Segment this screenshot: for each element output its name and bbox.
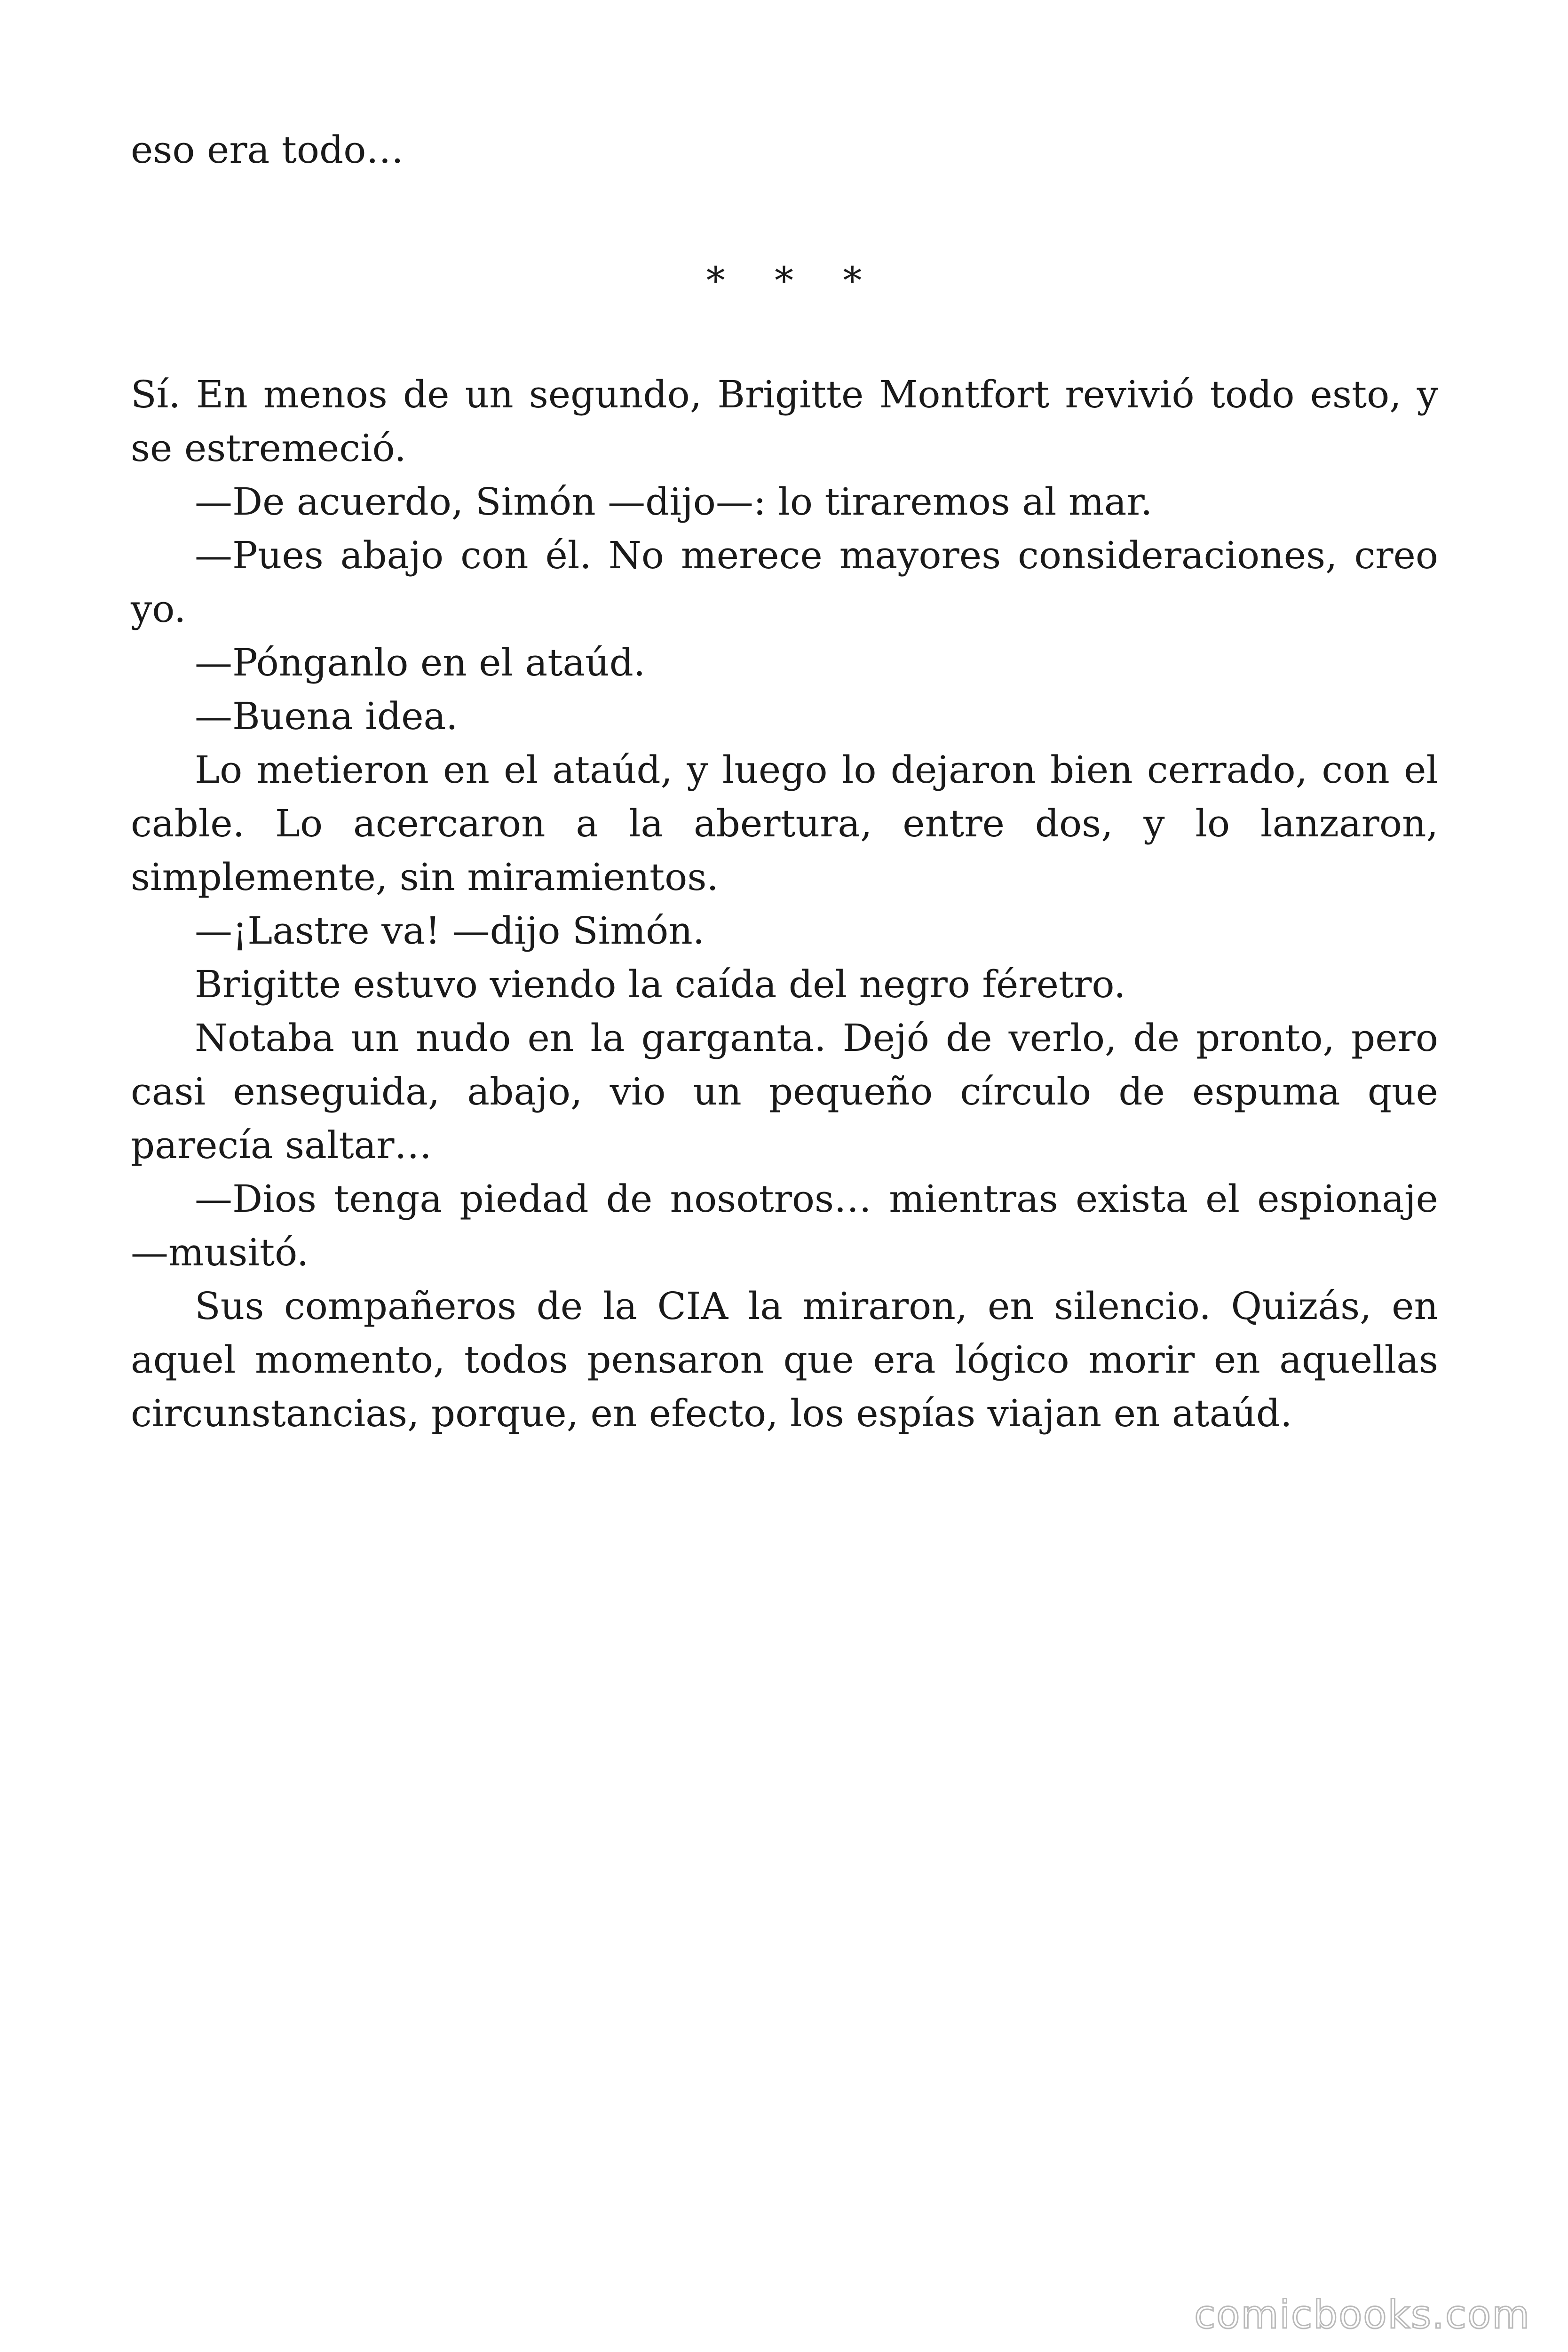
watermark: comicbooks.com [1194, 2293, 1530, 2337]
body-text [131, 368, 1438, 1440]
paragraph: Brigitte estuvo viendo la caída del negro féretro. [195, 962, 1126, 1006]
paragraph: Lo metieron en el ataúd, y luego lo dejaron bien cerrado, con el cable. Lo acercaron a la abertura, entre dos, y lo lanzaron, simplemente, sin miramientos. [131, 748, 1438, 899]
paragraph: —¡Lastre va! —dijo Simón. [195, 909, 705, 953]
scene-break: * * * [706, 259, 881, 302]
paragraph: Sí. En menos de un segundo, Brigitte Montfort revivió todo esto, y se estremeció. [131, 373, 1438, 470]
paragraph: —Dios tenga piedad de nosotros… mientras exista el espionaje —musitó. [131, 1177, 1438, 1274]
paragraph: —De acuerdo, Simón —dijo—: lo tiraremos al mar. [195, 480, 1153, 524]
opening-line: eso era todo… [131, 128, 404, 172]
paragraph: Notaba un nudo en la garganta. Dejó de verlo, de pronto, pero casi enseguida, abajo, vio un pequeño círculo de espuma que parecía saltar… [131, 1016, 1438, 1167]
paragraph: —Pues abajo con él. No merece mayores consideraciones, creo yo. [131, 533, 1438, 631]
paragraph: Sus compañeros de la CIA la miraron, en silencio. Quizás, en aquel momento, todos pensaron que era lógico morir en aquellas circunstancias, porque, en efecto, los espías viajan en ataúd. [131, 1284, 1438, 1435]
paragraph: —Pónganlo en el ataúd. [195, 641, 646, 684]
paragraph: —Buena idea. [195, 694, 458, 738]
